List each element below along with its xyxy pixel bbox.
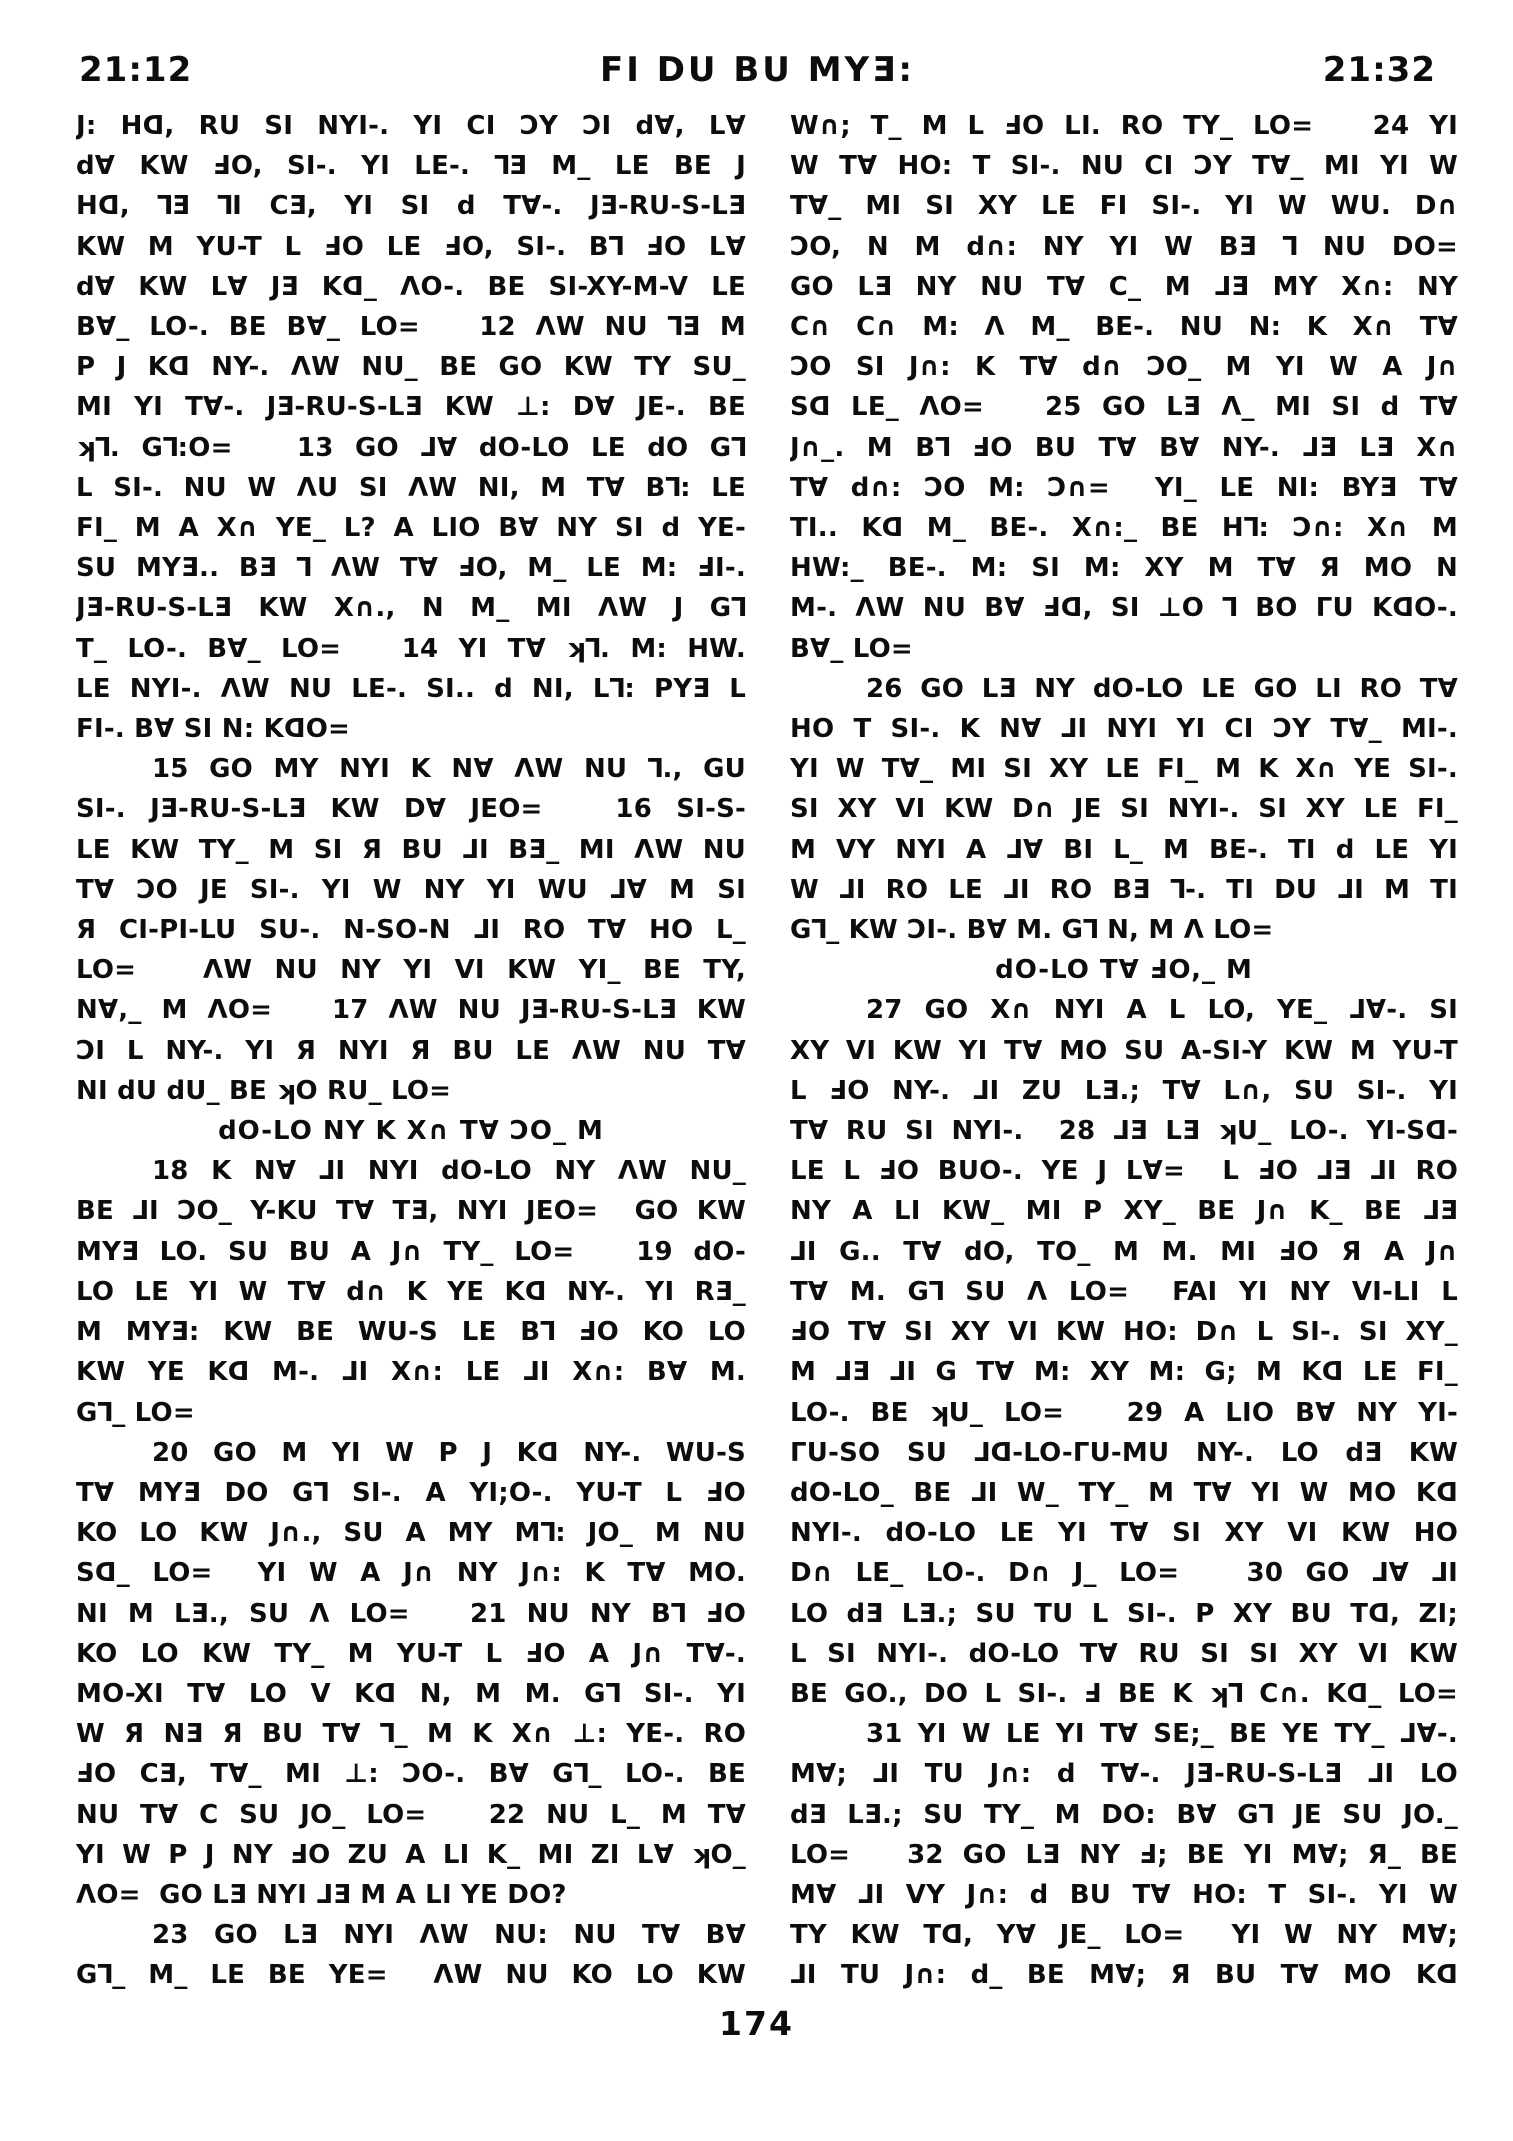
text-line: NU T∀ C SU JO_ LO= 22 NU L_ M T∀: [76, 1799, 746, 1830]
text-line: L SI NYI-. dO-LO T∀ RU SI SI XY VI KW: [790, 1638, 1458, 1669]
text-line: M ⅃Ǝ ⅃I G T∀ M: XY M: G; M Kᗡ LE FI_: [790, 1357, 1458, 1388]
text-line: G⅂_ M_ LE BE YE= ΛW NU KO LO KW: [76, 1960, 746, 1991]
text-line: dO-LO T∀ ℲO,_ M: [995, 955, 1253, 986]
text-line: MYƎ LO. SU BU A J∩ TY_ LO= 19 dO-: [76, 1236, 746, 1267]
text-line: T∀ ƆO JE SI-. YI W NY YI WU ⅃∀ M SI: [76, 874, 746, 905]
text-line: LO= 32 GO LƎ NY Ⅎ; BE YI M∀; Я_ BE: [790, 1839, 1458, 1870]
text-line: HO T SI-. K N∀ ⅃I NYI YI CI ƆY T∀_ MI-.: [790, 714, 1458, 745]
text-line: T∀ M. G⅂ SU Λ LO= FAI YI NY VI-LI L: [790, 1276, 1458, 1307]
text-line: G⅂_ LO=: [76, 1397, 195, 1428]
text-line: d∀ KW L∀ JƎ Kᗡ_ ΛO-. BE SI-XY-M-V LE: [76, 271, 746, 302]
page-number: 174: [719, 2004, 794, 2043]
text-line: LO-. BE ʞU_ LO= 29 A LIO B∀ NY YI-: [790, 1397, 1458, 1428]
text-line: ΛO= GO LƎ NYI ⅃Ǝ M A LI YE DO?: [76, 1879, 567, 1910]
text-line: T∀ MYƎ DO G⅂ SI-. A YI;O-. YU-T L ℲO: [76, 1477, 746, 1508]
header-book-title: FI DU BU MYƎ:: [599, 50, 916, 90]
text-line: HW:_ BE-. M: SI M: XY M T∀ Я MO N: [790, 553, 1458, 584]
text-line: ƆO, N M d∩: NY YI W BƎ ⅂ NU DO=: [790, 231, 1458, 262]
text-line: ƆO SI J∩: K T∀ d∩ ƆO_ M YI W A J∩: [790, 352, 1458, 383]
text-line: W Я NƎ Я BU T∀ ⅂_ M K X∩ ⊥: YE-. RO: [76, 1719, 746, 1750]
text-line: B∀_ LO=: [790, 633, 913, 664]
text-line: T∀ d∩: ƆO M: Ɔ∩= YI_ LE NI: BYƎ T∀: [790, 472, 1458, 503]
page-header: [75, 50, 1440, 94]
text-column-left: [76, 106, 746, 1996]
text-line: M VY NYI A ⅃∀ BI L_ M BE-. TI d LE YI: [790, 834, 1458, 865]
text-line: G⅂_ KW ƆI-. B∀ M. G⅂ N, M Λ LO=: [790, 915, 1274, 946]
text-line: TI.. Kᗡ M_ BE-. X∩:_ BE H⅂: Ɔ∩: X∩ M: [790, 513, 1458, 544]
text-line: M∀; ⅃I TU J∩: d T∀-. JƎ-RU-S-LƎ ⅃I LO: [790, 1759, 1458, 1790]
text-line: M∀ ⅃I VY J∩: d BU T∀ HO: T SI-. YI W: [790, 1879, 1458, 1910]
text-line: W T∀ HO: T SI-. NU CI ƆY T∀_ MI YI W: [790, 151, 1458, 182]
header-verse-ref-left: 21:12: [79, 50, 193, 90]
text-line: LO= ΛW NU NY YI VI KW YI_ BE TY,: [76, 955, 746, 986]
text-line: KW M YU-T L ℲO LE ℲO, SI-. B⅂ ℲO L∀: [76, 231, 746, 262]
text-line: YI W P J NY ℲO ZU A LI K_ MI ZI L∀ ʞO_: [76, 1839, 746, 1870]
text-line: NI dU dU_ BE ʞO RU_ LO=: [76, 1075, 452, 1106]
text-line: LE L ℲO BUO-. YE J L∀= L ℲO ⅃Ǝ ⅃I RO: [790, 1156, 1458, 1187]
text-line: L SI-. NU W ΛU SI ΛW NI, M T∀ B⅂: LE: [76, 472, 746, 503]
text-line: dO-LO NY K X∩ T∀ ƆO_ M: [218, 1116, 604, 1147]
text-line: 18 K N∀ ⅃I NYI dO-LO NY ΛW NU_: [152, 1156, 746, 1187]
text-line: MO-XI T∀ LO V Kᗡ N, M M. G⅂ SI-. YI: [76, 1678, 746, 1709]
text-line: 15 GO MY NYI K N∀ ΛW NU ⅂., GU: [152, 754, 746, 785]
text-line: FI-. B∀ SI N: KᗡO=: [76, 714, 351, 745]
text-line: JƎ-RU-S-LƎ KW X∩., N M_ MI ΛW J G⅂: [76, 593, 746, 624]
text-line: BE GO., DO L SI-. Ⅎ BE K ʞ⅂ C∩. Kᗡ_ LO=: [790, 1678, 1458, 1709]
text-line: ΓU-SO SU ⅃ᗡ-LO-ΓU-MU NY-. LO dƎ KW: [790, 1437, 1458, 1468]
text-line: SI XY VI KW D∩ JE SI NYI-. SI XY LE FI_: [790, 794, 1458, 825]
text-line: 31 YI W LE YI T∀ SE;_ BE YE TY_ ⅃∀-.: [866, 1719, 1458, 1750]
text-line: LO dƎ LƎ.; SU TU L SI-. P XY BU Tᗡ, ZI;: [790, 1598, 1458, 1629]
text-line: 23 GO LƎ NYI ΛW NU: NU T∀ B∀: [152, 1920, 746, 1951]
text-line: LE NYI-. ΛW NU LE-. SI.. d NI, L⅂: PYƎ L: [76, 673, 746, 704]
text-line: T∀_ MI SI XY LE FI SI-. YI W WU. D∩: [790, 191, 1458, 222]
text-line: D∩ LE_ LO-. D∩ J_ LO= 30 GO ⅃∀ ⅃I: [790, 1558, 1458, 1589]
text-line: BE ⅃I ƆO_ Y-KU T∀ TƎ, NYI JEO= GO KW: [76, 1196, 746, 1227]
text-line: GO LƎ NY NU T∀ C_ M ⅃Ǝ MY X∩: NY: [790, 271, 1458, 302]
text-line: Sᗡ_ LO= YI W A J∩ NY J∩: K T∀ MO.: [76, 1558, 746, 1589]
text-line: N∀,_ M ΛO= 17 ΛW NU JƎ-RU-S-LƎ KW: [76, 995, 746, 1026]
text-line: MI YI T∀-. JƎ-RU-S-LƎ KW ⊥: D∀ JE-. BE: [76, 392, 746, 423]
text-line: YI W T∀_ MI SI XY LE FI_ M K X∩ YE SI-.: [790, 754, 1458, 785]
text-line: LE KW TY_ M SI Я BU ⅃I BƎ_ MI ΛW NU: [76, 834, 746, 865]
text-line: M-. ΛW NU B∀ Ⅎᗡ, SI ⊥O ⅂ BO ΓU KᗡO-.: [790, 593, 1458, 624]
text-line: XY VI KW YI T∀ MO SU A-SI-Y KW M YU-T: [790, 1035, 1458, 1066]
text-line: L ℲO NY-. ⅃I ZU LƎ.; T∀ L∩, SU SI-. YI: [790, 1075, 1458, 1106]
text-line: TY KW Tᗡ, Y∀ JE_ LO= YI W NY M∀;: [790, 1920, 1458, 1951]
text-line: Я CI-PI-LU SU-. N-SO-N ⅃I RO T∀ HO L_: [76, 915, 746, 946]
text-line: ⅃I TU J∩: d_ BE M∀; Я BU T∀ MO Kᗡ: [790, 1960, 1458, 1991]
text-line: KO LO KW J∩., SU A MY M⅂: JO_ M NU: [76, 1518, 746, 1549]
text-line: W∩; T_ M L ℲO LI. RO TY_ LO= 24 YI: [790, 111, 1458, 141]
text-line: dƎ LƎ.; SU TY_ M DO: B∀ G⅂ JE SU JO._: [790, 1799, 1458, 1830]
text-line: NI M LƎ., SU Λ LO= 21 NU NY B⅂ ℲO: [76, 1598, 746, 1629]
text-line: J∩_. M B⅂ ℲO BU T∀ B∀ NY-. ⅃Ǝ LƎ X∩: [790, 432, 1458, 463]
text-line: T∀ RU SI NYI-. 28 ⅃Ǝ LƎ ʞU_ LO-. YI-Sᗡ-: [790, 1116, 1458, 1147]
text-line: ⅃I G.. T∀ dO, TO_ M M. MI ℲO Я A J∩: [790, 1236, 1458, 1267]
header-verse-ref-right: 21:32: [1322, 50, 1436, 90]
text-line: d∀ KW ℲO, SI-. YI LE-. ⅂Ǝ M_ LE BE J: [76, 151, 746, 182]
text-line: KW YE Kᗡ M-. ⅃I X∩: LE ⅃I X∩: B∀ M.: [76, 1357, 746, 1388]
text-line: SU MYƎ.. BƎ ⅂ ΛW T∀ ℲO, M_ LE M: ℲI-.: [76, 553, 746, 584]
text-line: ʞ⅂. G⅂:O= 13 GO ⅃∀ dO-LO LE dO G⅂: [76, 432, 746, 463]
text-line: Sᗡ LE_ ΛO= 25 GO LƎ Λ_ MI SI d T∀: [790, 392, 1458, 423]
text-line: SI-. JƎ-RU-S-LƎ KW D∀ JEO= 16 SI-S-: [76, 794, 746, 825]
text-line: M MYƎ: KW BE WU-S LE B⅂ ℲO KO LO: [76, 1317, 746, 1348]
text-line: C∩ C∩ M: Λ M_ BE-. NU N: K X∩ T∀: [790, 312, 1458, 343]
text-line: NYI-. dO-LO LE YI T∀ SI XY VI KW HO: [790, 1518, 1458, 1549]
text-line: T_ LO-. B∀_ LO= 14 YI T∀ ʞ⅂. M: HW.: [76, 633, 746, 664]
text-line: KO LO KW TY_ M YU-T L ℲO A J∩ T∀-.: [76, 1638, 746, 1669]
text-line: 20 GO M YI W P J Kᗡ NY-. WU-S: [152, 1437, 746, 1468]
text-line: J: Hᗡ, RU SI NYI-. YI CI ƆY ƆI d∀, L∀: [76, 111, 746, 141]
text-line: dO-LO_ BE ⅃I W_ TY_ M T∀ YI W MO Kᗡ: [790, 1477, 1458, 1508]
text-column-right: [790, 106, 1458, 1996]
text-line: ℲO CƎ, T∀_ MI ⊥: ƆO-. B∀ G⅂_ LO-. BE: [76, 1759, 746, 1790]
text-line: 26 GO LƎ NY dO-LO LE GO LI RO T∀: [866, 673, 1458, 704]
text-line: NY A LI KW_ MI P XY_ BE J∩ K_ BE ⅃Ǝ: [790, 1196, 1458, 1227]
text-line: W ⅃I RO LE ⅃I RO BƎ ⅂-. TI DU ⅃I M TI: [790, 874, 1458, 905]
text-line: LO LE YI W T∀ d∩ K YE Kᗡ NY-. YI RƎ_: [76, 1276, 746, 1307]
text-line: FI_ M A X∩ YE_ L? A LIO B∀ NY SI d YE-: [76, 513, 746, 544]
text-line: B∀_ LO-. BE B∀_ LO= 12 ΛW NU ⅂Ǝ M: [76, 312, 746, 343]
text-line: ℲO T∀ SI XY VI KW HO: D∩ L SI-. SI XY_: [790, 1317, 1458, 1348]
text-line: ƆI L NY-. YI Я NYI Я BU LE ΛW NU T∀: [76, 1035, 746, 1066]
text-line: P J Kᗡ NY-. ΛW NU_ BE GO KW TY SU_: [76, 352, 746, 383]
text-line: Hᗡ, ⅂Ǝ ⅂I CƎ, YI SI d T∀-. JƎ-RU-S-LƎ: [76, 191, 746, 222]
text-line: 27 GO X∩ NYI A L LO, YE_ ⅃∀-. SI: [866, 995, 1458, 1026]
